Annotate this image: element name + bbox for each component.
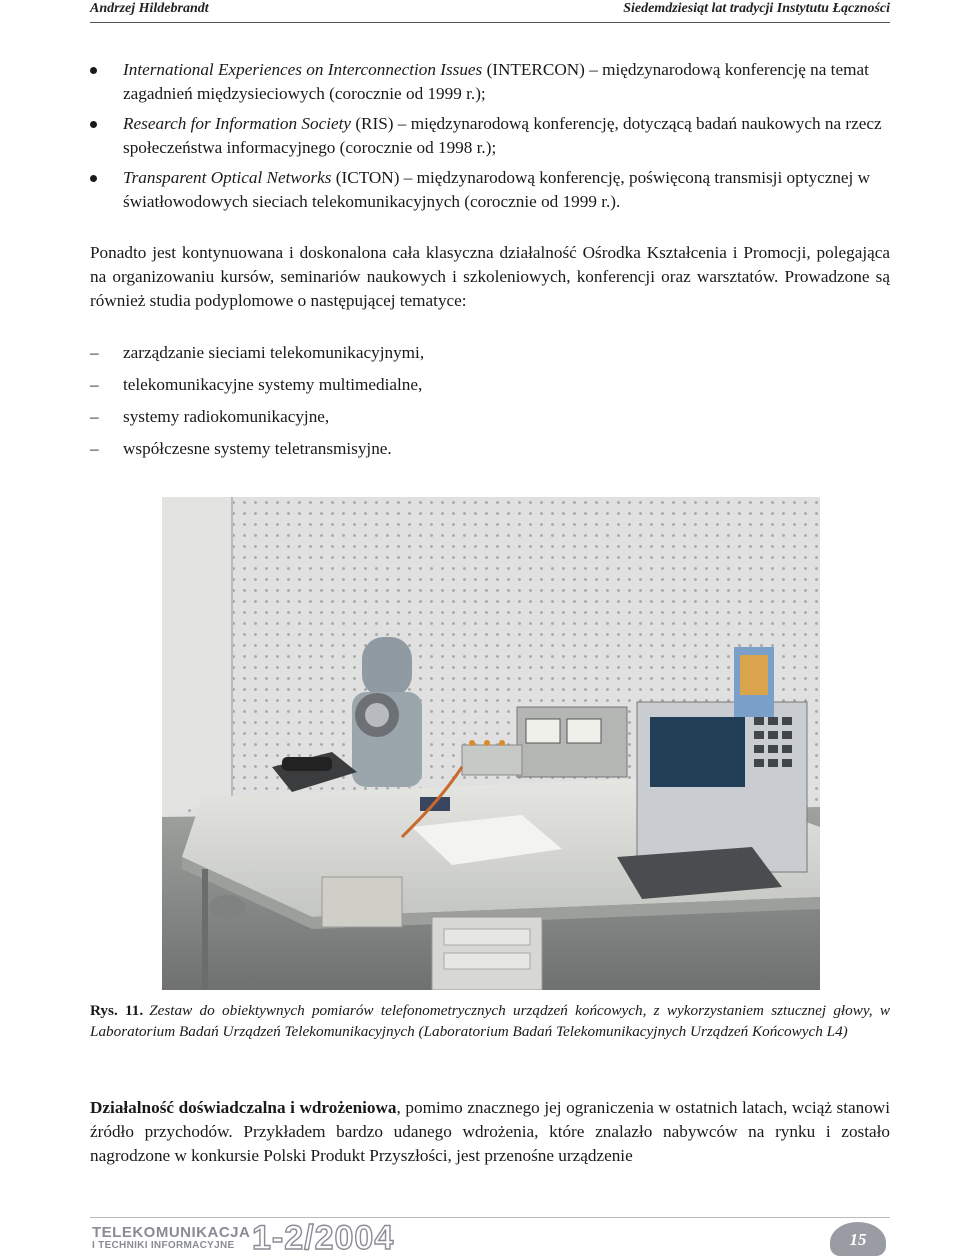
figure-label: Rys. 11. — [90, 1002, 144, 1019]
dash-marker: – — [90, 343, 99, 362]
figure-caption — [90, 1000, 890, 1042]
paragraph-text: , pomimo znacznego jej ograniczenia w ostatnich latach, wciąż stanowi źródło przychodów. Przykładem bardzo udanego wdrożenia, które znalazło nabywców na rynku i zostało nagrodzone w konkursie Polski Produkt Przyszłości, jest przenośne urządzenie — [90, 1098, 890, 1165]
list-item — [90, 112, 890, 160]
journal-name-line2: I TECHNIKI INFORMACYJNE — [92, 1240, 235, 1251]
page-number: 15 — [830, 1222, 886, 1256]
conference-description: (INTERCON) – międzynarodową konferencję na temat zagadnień międzysieciowych (corocznie od 1999 r.); — [123, 60, 869, 103]
running-head-author: Andrzej Hildebrandt — [90, 1, 209, 16]
topic-text: współczesne systemy teletransmisyjne. — [123, 439, 392, 458]
topic-text: systemy radiokomunikacyjne, — [123, 407, 330, 426]
conference-name: Transparent Optical Networks — [123, 168, 332, 187]
issue-number: 1-2/2004 — [252, 1219, 395, 1257]
body-paragraph — [90, 1096, 890, 1168]
caption-text: Zestaw do obiektywnych pomiarów telefonometrycznych urządzeń końcowych, z wykorzystaniem sztucznej głowy, w Laboratorium Badań Urządzeń Telekomunikacyjnych (Laboratorium Badań Telekomunikacyjnych Urządzeń Końcowych L4) — [90, 1002, 890, 1040]
dash-marker: – — [90, 407, 99, 426]
topic-text: zarządzanie sieciami telekomunikacyjnymi, — [123, 343, 425, 362]
running-head-title: Siedemdziesiąt lat tradycji Instytutu Łączności — [623, 1, 890, 16]
dash-marker: – — [90, 439, 99, 458]
list-item — [90, 405, 890, 437]
bullet-icon — [90, 67, 97, 74]
topic-text: telekomunikacyjne systemy multimedialne, — [123, 375, 423, 394]
list-item — [90, 58, 890, 106]
paragraph-lead: Działalność doświadczalna i wdrożeniowa — [90, 1098, 397, 1117]
list-item — [90, 166, 890, 214]
study-topics-list — [90, 341, 890, 469]
journal-logo — [92, 1225, 250, 1252]
conference-list — [90, 58, 890, 220]
journal-name-line1: TELEKOMUNIKACJA — [92, 1224, 251, 1241]
list-item — [90, 341, 890, 373]
conference-description: (ICTON) – międzynarodową konferencję, poświęconą transmisji optycznej w światłowodowych sieciach telekomunikacyjnych (corocznie od 1999 r.). — [123, 168, 871, 211]
conference-description: (RIS) – międzynarodową konferencję, dotyczącą badań naukowych na rzecz społeczeństwa informacyjnego (corocznie od 1998 r.); — [123, 114, 882, 157]
bullet-icon — [90, 121, 97, 128]
bullet-icon — [90, 175, 97, 182]
footer-rule — [90, 1217, 890, 1218]
conference-name: International Experiences on Interconnection Issues — [123, 60, 483, 79]
conference-name: Research for Information Society — [123, 114, 352, 133]
dash-marker: – — [90, 375, 99, 394]
laboratory-photo — [162, 497, 820, 990]
list-item — [90, 373, 890, 405]
running-head — [0, 0, 960, 20]
list-item — [90, 437, 890, 469]
header-rule — [90, 22, 890, 23]
body-paragraph: Ponadto jest kontynuowana i doskonalona cała klasyczna działalność Ośrodka Kształcenia i Promocji, polegająca na organizowaniu kursów, seminariów naukowych i szkoleniowych, konferencji oraz warsztatów. Prowadzone są również studia podyplomowe o następującej tematyce: — [90, 243, 890, 310]
